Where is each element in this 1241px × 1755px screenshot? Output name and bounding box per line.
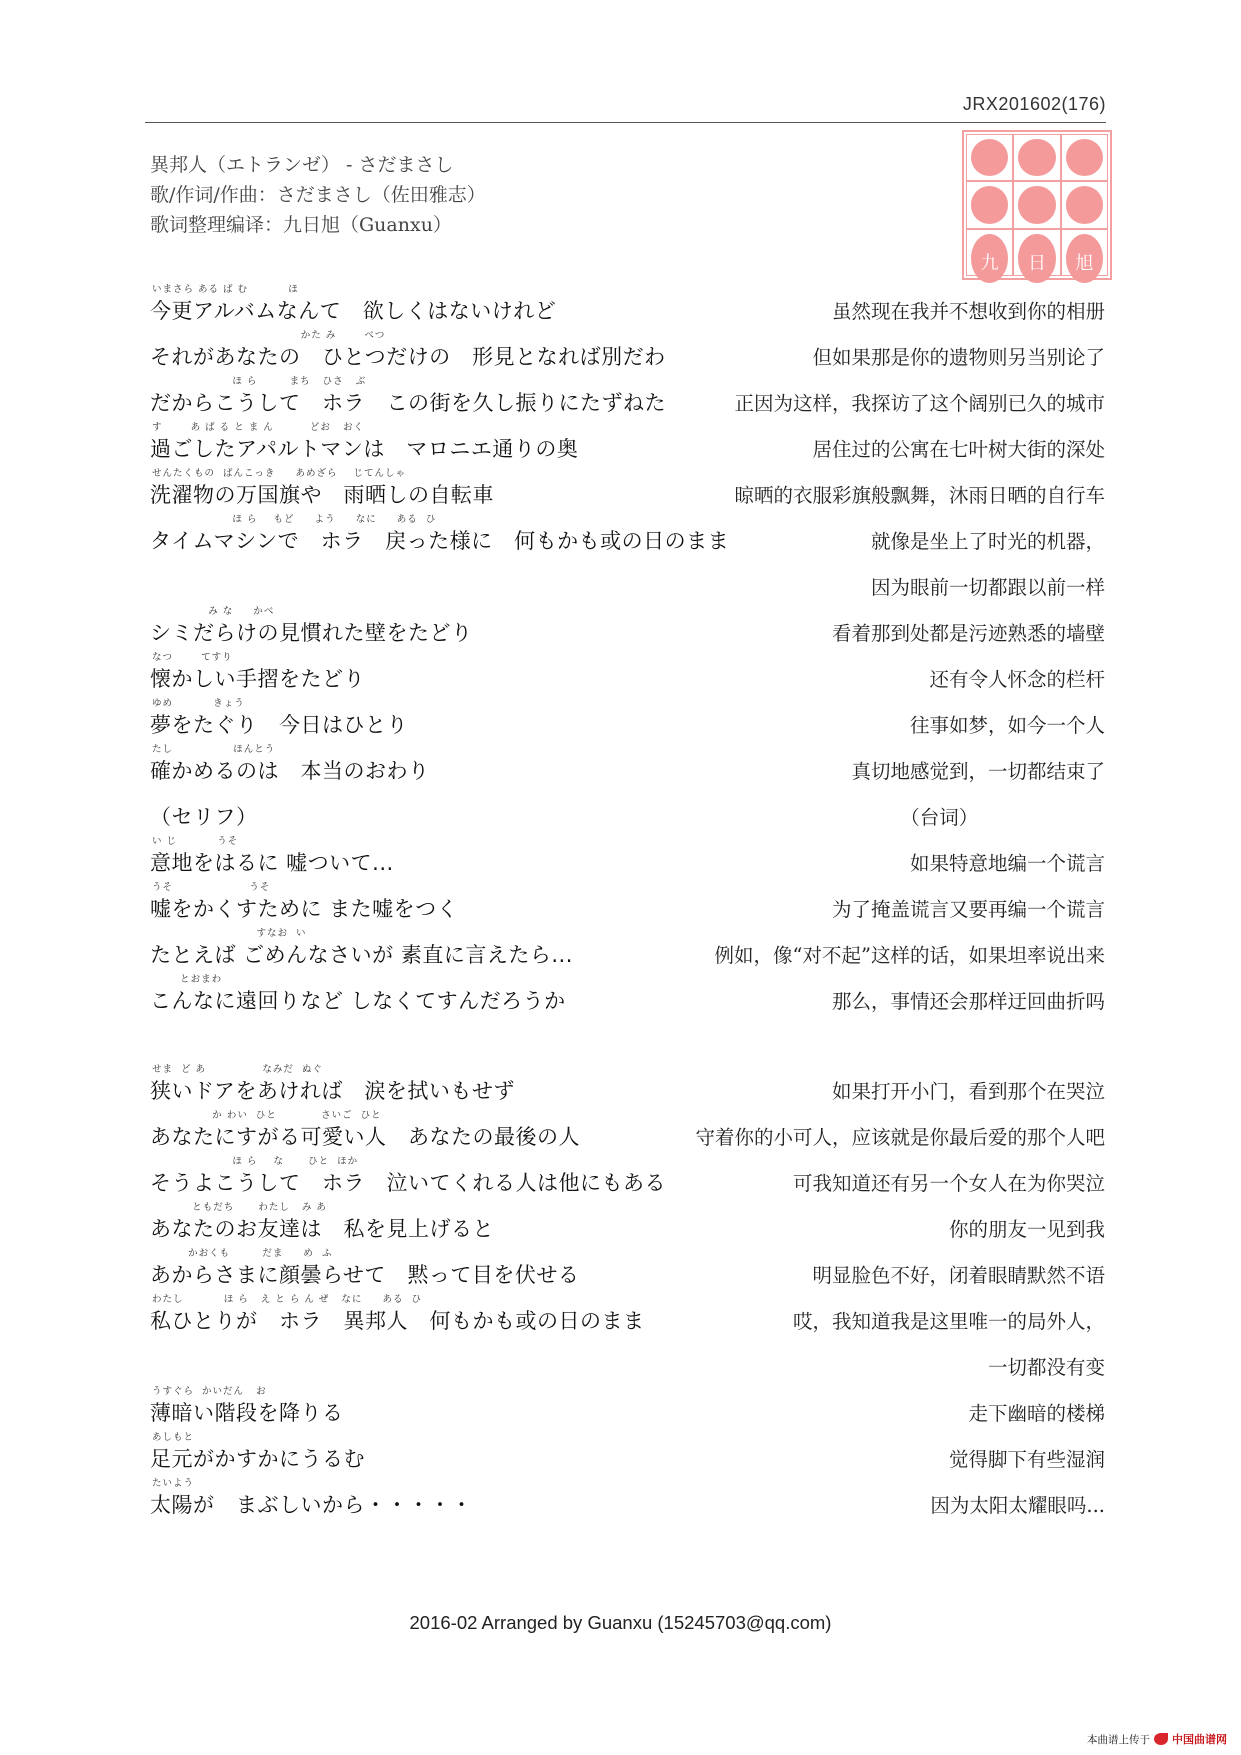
furigana: とおまわ [152, 974, 223, 985]
chinese-translation: 你的朋友一见到我 [948, 1218, 1105, 1241]
lyric-line [150, 469, 1105, 515]
seal-char: 九 [980, 252, 999, 274]
lyric-line [150, 331, 1105, 377]
lyric-line [150, 285, 1105, 331]
furigana: うすぐら かいだん お [152, 1386, 267, 1397]
chinese-translation: 那么，事情还会那样迂回曲折吗 [831, 990, 1105, 1013]
furigana: せま ど あ なみだ ぬぐ [152, 1064, 323, 1075]
japanese-lyric: タイムマシンで ホラ 戻った様に 何もかも或の日のまま [150, 529, 730, 553]
furigana: ゆめ きょう [152, 698, 245, 709]
lyric-line [150, 791, 1105, 837]
japanese-lyric: 懐かしい手摺をたどり [150, 667, 365, 691]
chinese-translation: 如果特意地编一个谎言 [909, 852, 1105, 875]
furigana: いまさら ある ば む ほ [152, 284, 299, 295]
chinese-translation: 例如，像“对不起”这样的话，如果坦率说出来 [714, 944, 1105, 967]
song-header [150, 150, 486, 240]
japanese-lyric: だからこうして ホラ この街を久し振りにたずねた [150, 391, 666, 415]
lyric-line [150, 1479, 1105, 1525]
furigana: かた み べつ [152, 330, 386, 341]
seal-cell [1061, 181, 1108, 228]
japanese-lyric: あなたにすがる可愛い人 あなたの最後の人 [150, 1125, 580, 1149]
lyric-line [150, 1387, 1105, 1433]
furigana: ほ ら な ひと ほか [152, 1156, 359, 1167]
seal-dot-icon [1018, 186, 1055, 223]
lyric-line [150, 377, 1105, 423]
japanese-lyric: 過ごしたアパルトマンは マロニエ通りの奥 [150, 437, 579, 461]
seal-cell [966, 134, 1013, 181]
furigana: せんたくもの ばんこっき あめざら じてんしゃ [152, 468, 407, 479]
lyric-line [150, 1341, 1105, 1387]
arranger-seal [962, 130, 1112, 280]
chinese-translation: 正因为这样，我探访了这个阔别已久的城市 [734, 392, 1105, 415]
seal-cell [1013, 181, 1060, 228]
japanese-lyric: 足元がかすかにうるむ [150, 1447, 365, 1471]
lyric-line [150, 1065, 1105, 1111]
seal-dot-icon [1018, 139, 1055, 176]
chinese-translation: 但如果那是你的遗物则另当别论了 [812, 346, 1105, 369]
furigana: み な かべ [152, 606, 275, 617]
chinese-translation: 晾晒的衣服彩旗般飘舞，沐雨日晒的自行车 [734, 484, 1105, 507]
chinese-translation: 为了掩盖谎言又要再编一个谎言 [831, 898, 1105, 921]
seal-cell [1013, 134, 1060, 181]
japanese-lyric: 嘘をかくすために また嘘をつく [150, 897, 459, 921]
lyric-line [150, 1157, 1105, 1203]
chinese-translation: 明显脸色不好，闭着眼睛默然不语 [812, 1264, 1105, 1287]
seal-cell [966, 181, 1013, 228]
furigana: ほ ら まち ひさ ぶ [152, 376, 367, 387]
furigana: ともだち わたし み あ [152, 1202, 327, 1213]
japanese-lyric: それがあなたの ひとつだけの 形見となれば別だわ [150, 345, 666, 369]
upload-label: 本曲谱上传于 [1087, 1733, 1150, 1746]
japanese-lyric: 狭いドアをあければ 涙を拭いもせず [150, 1079, 515, 1103]
chinese-translation: （台词） [900, 806, 1105, 829]
document-id: JRX201602(176) [962, 94, 1106, 114]
seal-dot-icon [971, 186, 1008, 223]
upload-badge [1087, 1731, 1227, 1747]
japanese-lyric: 夢をたぐり 今日はひとり [150, 713, 408, 737]
seal-char: 日 [1027, 252, 1046, 274]
lyric-line [150, 699, 1105, 745]
lyrics-body [150, 285, 1105, 1525]
furigana: ほ ら もど よう なに ある ひ [152, 514, 437, 525]
japanese-lyric: あなたのお友達は 私を見上げると [150, 1217, 494, 1241]
japanese-lyric: 薄暗い階段を降りる [150, 1401, 344, 1425]
chinese-translation: 还有令人怀念的栏杆 [929, 668, 1105, 691]
chinese-translation: 因为眼前一切都跟以前一样 [870, 576, 1105, 599]
japanese-lyric: （セリフ） [150, 805, 258, 829]
lyric-line [150, 423, 1105, 469]
lyric-line [150, 975, 1105, 1021]
seal-cell [1013, 229, 1060, 276]
japanese-lyric: 私ひとりが ホラ 異邦人 何もかも或の日のまま [150, 1309, 645, 1333]
japanese-lyric: 確かめるのは 本当のおわり [150, 759, 430, 783]
lyric-line [150, 883, 1105, 929]
furigana: うそ うそ [152, 882, 271, 893]
header-rule [145, 122, 1106, 123]
japanese-lyric: こんなに遠回りなど しなくてすんだろうか [150, 989, 566, 1013]
japanese-lyric: シミだらけの見慣れた壁をたどり [150, 621, 473, 645]
furigana: あしもと [152, 1432, 195, 1443]
furigana: たし ほんとう [152, 744, 276, 755]
furigana: かおくも だま め ふ [152, 1248, 333, 1259]
lyric-line [150, 1295, 1105, 1341]
lyric-line [150, 837, 1105, 883]
chinese-translation: 看着那到处都是污迹熟悉的墙壁 [831, 622, 1105, 645]
seal-cell [966, 229, 1013, 276]
furigana: すなお い [152, 928, 307, 939]
japanese-lyric: 意地をはるに 嘘ついて... [150, 851, 394, 875]
japanese-lyric: たとえば ごめんなさいが 素直に言えたら... [150, 943, 573, 967]
chinese-translation: 一切都没有变 [987, 1356, 1105, 1379]
section-gap [150, 1021, 1105, 1065]
song-title: 異邦人（エトランゼ） - さだまさし [150, 154, 454, 176]
chinese-translation: 虽然现在我并不想收到你的相册 [831, 300, 1105, 323]
japanese-lyric: 太陽が まぶしいから・・・・・ [150, 1493, 473, 1517]
chinese-translation: 如果打开小门，看到那个在哭泣 [831, 1080, 1105, 1103]
chinese-translation: 哎，我知道我是这里唯一的局外人， [792, 1310, 1105, 1333]
lyric-line [150, 515, 1105, 561]
furigana: い じ うそ [152, 836, 239, 847]
furigana: す あ ぱ る と ま ん どお おく [152, 422, 364, 433]
chinese-translation: 就像是坐上了时光的机器， [870, 530, 1105, 553]
chinese-translation: 居住过的公寓在七叶树大街的深处 [812, 438, 1105, 461]
site-logo-icon [1154, 1733, 1168, 1745]
seal-cell [1061, 229, 1108, 276]
footer-credit: 2016-02 Arranged by Guanxu (15245703@qq.com) [409, 1612, 832, 1633]
japanese-lyric: そうよこうして ホラ 泣いてくれる人は他にもある [150, 1171, 666, 1195]
lyric-line [150, 561, 1105, 607]
chinese-translation: 觉得脚下有些湿润 [948, 1448, 1105, 1471]
seal-dot-icon [1066, 139, 1103, 176]
furigana: わたし ほ ら え と ら ん ぜ なに ある ひ [152, 1294, 423, 1305]
song-credits: 歌/作词/作曲：さだまさし（佐田雅志） [150, 184, 486, 206]
arranger-credit: 歌词整理编译：九日旭（Guanxu） [150, 214, 452, 236]
lyric-line [150, 1203, 1105, 1249]
chinese-translation: 真切地感觉到，一切都结束了 [851, 760, 1105, 783]
japanese-lyric: 今更アルバムなんて 欲しくはないけれど [150, 299, 557, 323]
chinese-translation: 走下幽暗的楼梯 [968, 1402, 1105, 1425]
furigana: なつ てすり [152, 652, 233, 663]
chinese-translation: 往事如梦，如今一个人 [909, 714, 1105, 737]
japanese-lyric: 洗濯物の万国旗や 雨晒しの自転車 [150, 483, 494, 507]
furigana: か わい ひと さいご ひと [152, 1110, 382, 1121]
seal-char: 旭 [1075, 252, 1094, 274]
chinese-translation: 因为太阳太耀眼吗... [930, 1494, 1105, 1517]
lyric-line [150, 1111, 1105, 1157]
lyric-line [150, 653, 1105, 699]
lyric-line [150, 607, 1105, 653]
lyric-line [150, 1433, 1105, 1479]
japanese-lyric: あからさまに顔曇らせて 黙って目を伏せる [150, 1263, 580, 1287]
seal-dot-icon [971, 139, 1008, 176]
lyric-line [150, 1249, 1105, 1295]
furigana: たいよう [152, 1478, 195, 1489]
upload-site: 中国曲谱网 [1172, 1733, 1227, 1746]
seal-dot-icon [1066, 186, 1103, 223]
lyric-line [150, 929, 1105, 975]
chinese-translation: 守着你的小可人，应该就是你最后爱的那个人吧 [695, 1126, 1105, 1149]
chinese-translation: 可我知道还有另一个女人在为你哭泣 [792, 1172, 1105, 1195]
seal-cell [1061, 134, 1108, 181]
lyric-line [150, 745, 1105, 791]
